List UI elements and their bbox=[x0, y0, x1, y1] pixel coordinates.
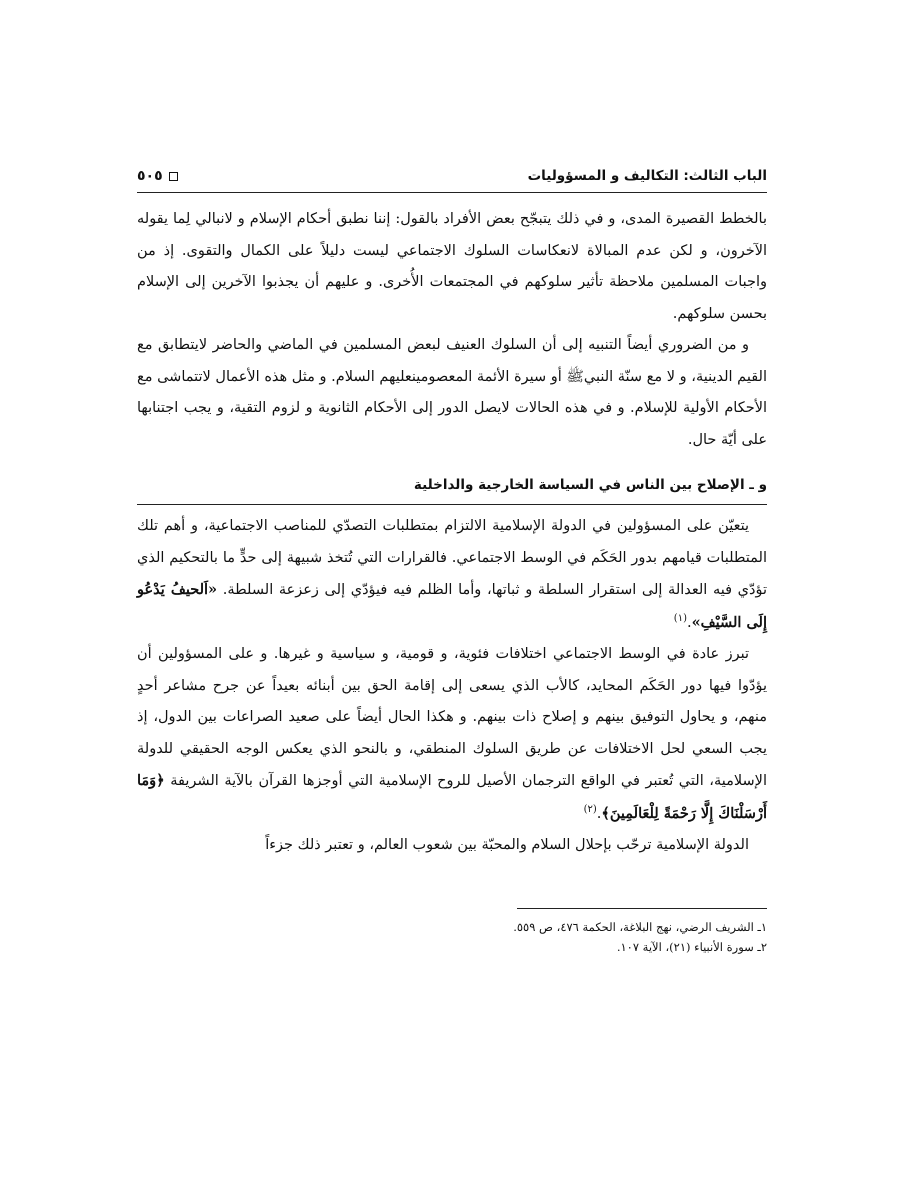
paragraph-section-2-text: تبرز عادة في الوسط الاجتماعي اختلافات فئوية، و قومية، و سياسية و غيرها. و على المسؤولين أن يؤدّوا فيها دور الحَكَم المحايد، كالأب الذي يسعى إلى إقامة الحق بين أبنائه بعيداً عن جرح مشاعر أحدٍ منهم، و يحاول التوفيق بينهم و إصلاح ذات بينهم. و هكذا الحال أيضاً على صعيد الصراعات بين الدول، إذ يجب السعي لحل الاختلافات عن طريق السلوك المنطقي، و بالنحو الذي يعكس الوجه الحقيقي للدولة الإسلامية، التي تُعتبر في الواقع الترجمان الأصيل للروح الإسلامية التي أوجزها القرآن بالآية الشريفة bbox=[137, 646, 767, 789]
footnote-1: ١ـ الشريف الرضي، نهج البلاغة، الحكمة ٤٧٦، ص ٥٥٩. bbox=[513, 920, 767, 934]
heading-divider bbox=[137, 504, 767, 505]
paragraph-section-1-text: يتعيّن على المسؤولين في الدولة الإسلامية الالتزام بمتطلبات التصدّي للمناصب الاجتماعية، و أهم تلك المتطلبات قيامهم بدور الحَكَم في الوسط الاجتماعي. فالقرارات التي تُتخذ شبيهة إلى حدٍّ ما بالتحكيم الذي تؤدّي فيه العدالة إلى استقرار السلطة و ثباتها، وأما الظلم فيه فيؤدّي إلى زعزعة السلطة. bbox=[137, 518, 768, 598]
page-number-group bbox=[137, 166, 178, 186]
paragraph-intro-2: و من الضروري أيضاً التنبيه إلى أن السلوك العنيف لبعض المسلمين في الماضي والحاضر لايتطابق مع القيم الدينية، و لا مع سنّة النبيﷺ أو سيرة الأئمة المعصومينعليهم السلام. و مثل هذه الأعمال لاتتماشى مع الأحكام الأولية للإسلام. و في هذه الحالات لايصل الدور إلى الأحكام الثانوية و لزوم التقية، و يجب اجتنابها على أيّة حال. bbox=[137, 337, 767, 448]
body-text bbox=[137, 204, 767, 862]
footnote-2: ٢ـ سورة الأنبياء (٢١)، الآية ١٠٧. bbox=[616, 940, 767, 954]
footnote-divider bbox=[517, 908, 767, 909]
paragraph-section-2: تبرز عادة في الوسط الاجتماعي اختلافات فئوية، و قومية، و سياسية و غيرها. و على المسؤولين أن يؤدّوا فيها دور الحَكَم المحايد، كالأب الذي يسعى إلى إقامة الحق بين أبنائه بعيداً عن جرح مشاعر أحدٍ منهم، و يحاول التوفيق بينهم و إصلاح ذات بينهم. و هكذا الحال أيضاً على صعيد الصراعات بين الدول، إذ يجب السعي لحل الاختلافات عن طريق السلوك المنطقي، و بالنحو الذي يعكس الوجه الحقيقي للدولة الإسلامية، التي تُعتبر في الواقع الترجمان الأصيل للروح الإسلامية التي أوجزها القرآن بالآية الشريفة ﴿وَمَا أَرْسَلْنَاكَ إِلَّا رَحْمَةً لِلْعَالَمِينَ﴾.$^{(٢)}$ bbox=[137, 646, 767, 822]
section-heading: و ـ الإصلاح بين الناس في السياسة الخارجية والداخلية bbox=[413, 477, 767, 493]
footnotes bbox=[137, 908, 767, 957]
paragraph-section-3: الدولة الإسلامية ترحّب بإحلال السلام والمحبّة بين شعوب العالم، و تعتبر ذلك جزءاً bbox=[265, 837, 749, 853]
square-outline-icon bbox=[169, 172, 178, 181]
running-header bbox=[137, 166, 767, 194]
header-divider bbox=[137, 192, 767, 193]
chapter-title: الباب الثالث: التكاليف و المسؤوليات bbox=[527, 168, 767, 184]
spacer bbox=[137, 456, 767, 474]
hadith-quote: «اَلحيفُ يَدْعُو إِلَى السَّيْفِ» bbox=[137, 581, 767, 631]
paragraph-intro-1: بالخطط القصيرة المدى، و في ذلك يتبجّح بعض الأفراد بالقول: إننا نطبق أحكام الإسلام و لانبالي لِما يقوله الآخرون، و لكن عدم المبالاة لانعكاسات السلوك الاجتماعي ليست دليلاً على الكمال والتقوى. إذ من واجبات المسلمين ملاحظة تأثير سلوكهم في المجتمعات الأُخرى. و عليهم أن يجذبوا الآخرين إلى الإسلام بحسن سلوكهم. bbox=[137, 211, 767, 322]
footnote-ref-1: (١) bbox=[673, 612, 687, 624]
quran-verse: ﴿وَمَا أَرْسَلْنَاكَ إِلَّا رَحْمَةً لِلْعَالَمِينَ﴾ bbox=[137, 772, 767, 822]
footnote-ref-2: (٢) bbox=[583, 803, 597, 815]
page-number: ٥٠٥ bbox=[137, 168, 163, 184]
paragraph-section-1: يتعيّن على المسؤولين في الدولة الإسلامية الالتزام بمتطلبات التصدّي للمناصب الاجتماعية، و أهم تلك المتطلبات قيامهم بدور الحَكَم في الوسط الاجتماعي. فالقرارات التي تُتخذ شبيهة إلى حدٍّ ما بالتحكيم الذي تؤدّي فيه العدالة إلى استقرار السلطة و ثباتها، وأما الظلم فيه فيؤدّي إلى زعزعة السلطة. «اَلحيفُ يَدْعُو إِلَى السَّيْفِ».$^{(١)}$ bbox=[137, 518, 768, 631]
